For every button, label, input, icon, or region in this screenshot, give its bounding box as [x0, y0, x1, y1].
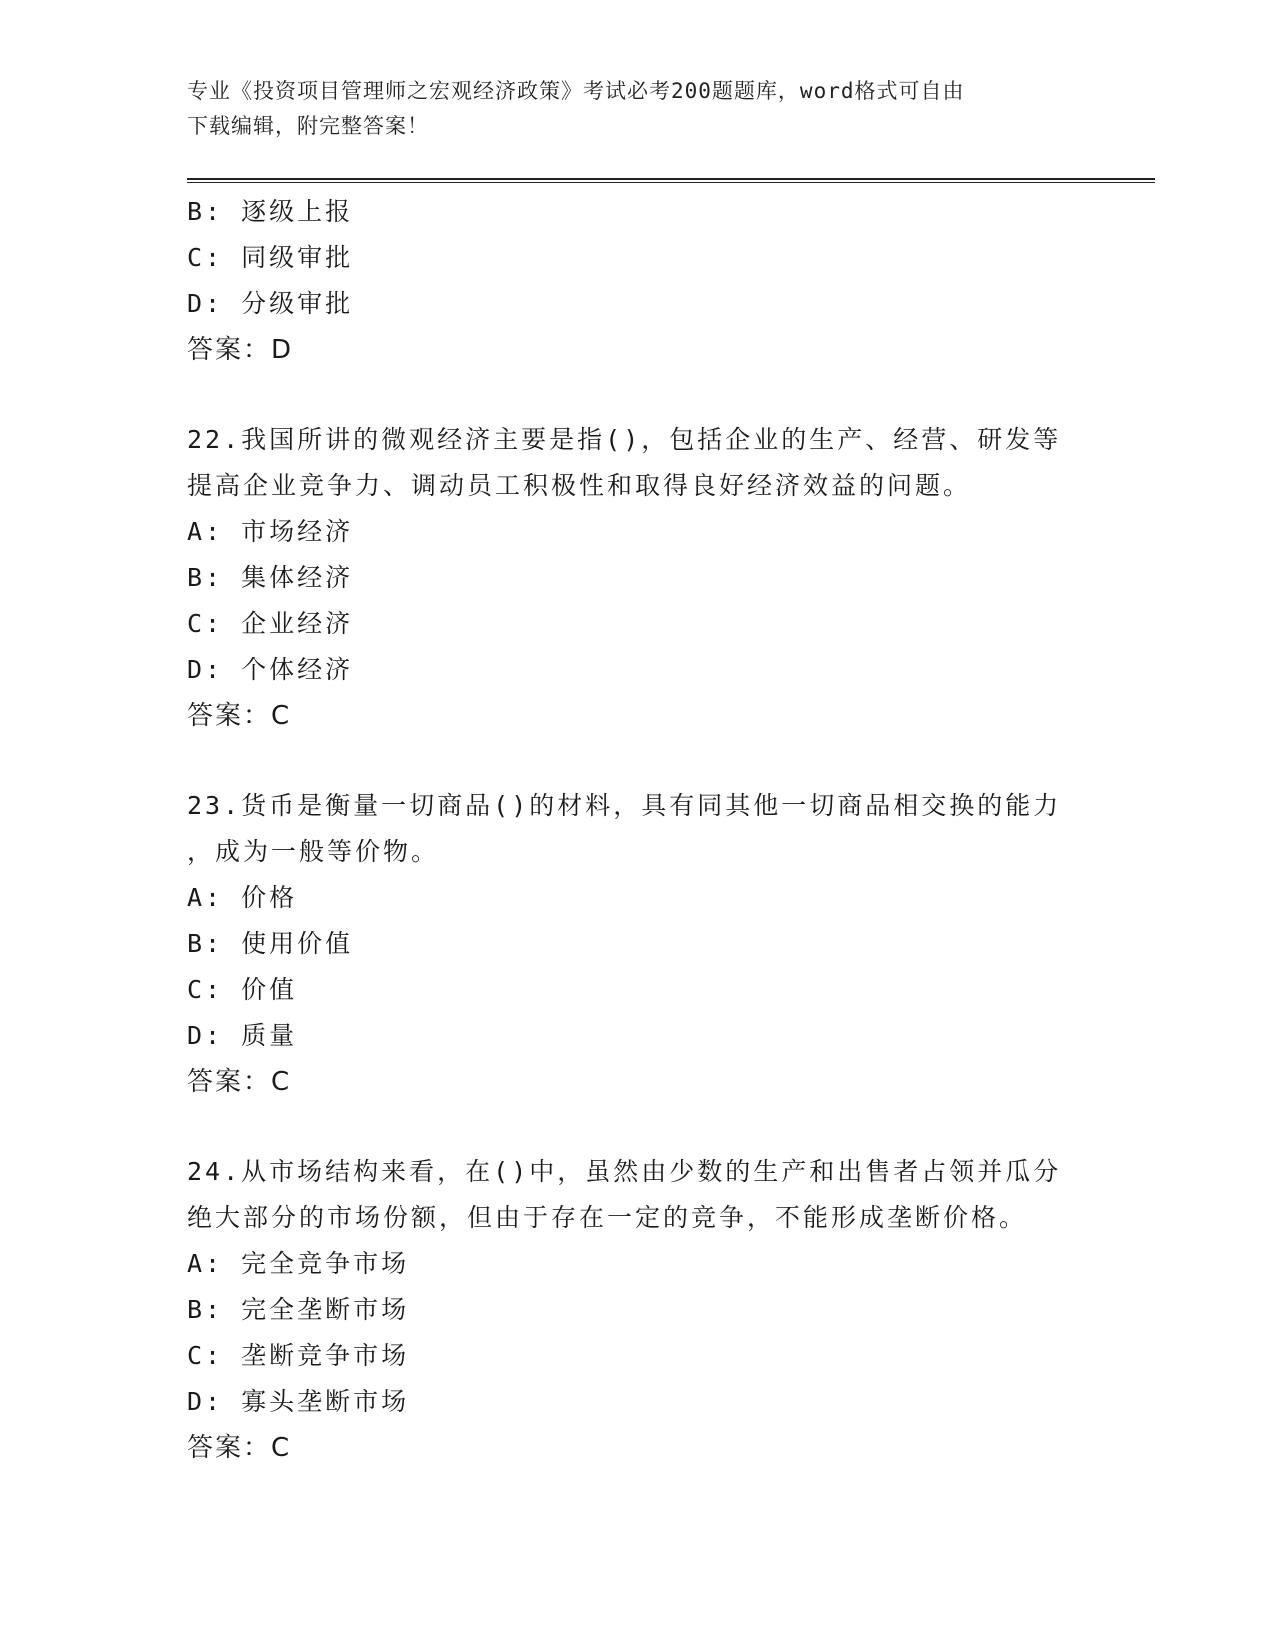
- header-divider-thick: [187, 178, 1155, 180]
- option-a: A: 市场经济: [187, 517, 354, 546]
- option-c: C: 价值: [187, 975, 298, 1004]
- option-b: B: 完全垄断市场: [187, 1295, 410, 1324]
- option-c: C: 企业经济: [187, 609, 354, 638]
- option-c: C: 垄断竞争市场: [187, 1341, 410, 1370]
- question-text-line: 提高企业竞争力、调动员工积极性和取得良好经济效益的问题。: [187, 471, 972, 500]
- option-b: B: 集体经济: [187, 563, 354, 592]
- header-line-1: 专业《投资项目管理师之宏观经济政策》考试必考200题题库，word格式可自由: [187, 79, 965, 103]
- option-a: A: 完全竞争市场: [187, 1249, 410, 1278]
- answer-line: 答案：C: [187, 1067, 292, 1097]
- document-header: [187, 74, 1087, 144]
- question-text-line: 22.我国所讲的微观经济主要是指()，包括企业的生产、经营、研发等: [187, 425, 1062, 454]
- option-d: D: 质量: [187, 1021, 298, 1050]
- question-block-24: [187, 1149, 1087, 1471]
- option-a: A: 价格: [187, 883, 298, 912]
- question-text-line: 23.货币是衡量一切商品()的材料，具有同其他一切商品相交换的能力: [187, 791, 1062, 820]
- option-d: D: 寡头垄断市场: [187, 1387, 410, 1416]
- option-c: C: 同级审批: [187, 243, 354, 272]
- question-text-line: 绝大部分的市场份额，但由于存在一定的竞争，不能形成垄断价格。: [187, 1203, 1028, 1232]
- header-divider-thin: [187, 182, 1155, 183]
- option-d: D: 个体经济: [187, 655, 354, 684]
- question-block-22: [187, 417, 1087, 739]
- answer-line: 答案：C: [187, 1433, 292, 1463]
- question-text-line: ，成为一般等价物。: [187, 837, 440, 866]
- option-b: B: 逐级上报: [187, 197, 354, 226]
- document-content: [187, 189, 1087, 1471]
- answer-line: 答案：C: [187, 701, 292, 731]
- header-line-2: 下载编辑，附完整答案！: [187, 114, 429, 138]
- question-block-prev: [187, 189, 1087, 373]
- answer-line: 答案：D: [187, 335, 294, 365]
- question-text-line: 24.从市场结构来看，在()中，虽然由少数的生产和出售者占领并瓜分: [187, 1157, 1062, 1186]
- option-b: B: 使用价值: [187, 929, 354, 958]
- option-d: D: 分级审批: [187, 289, 354, 318]
- question-block-23: [187, 783, 1087, 1105]
